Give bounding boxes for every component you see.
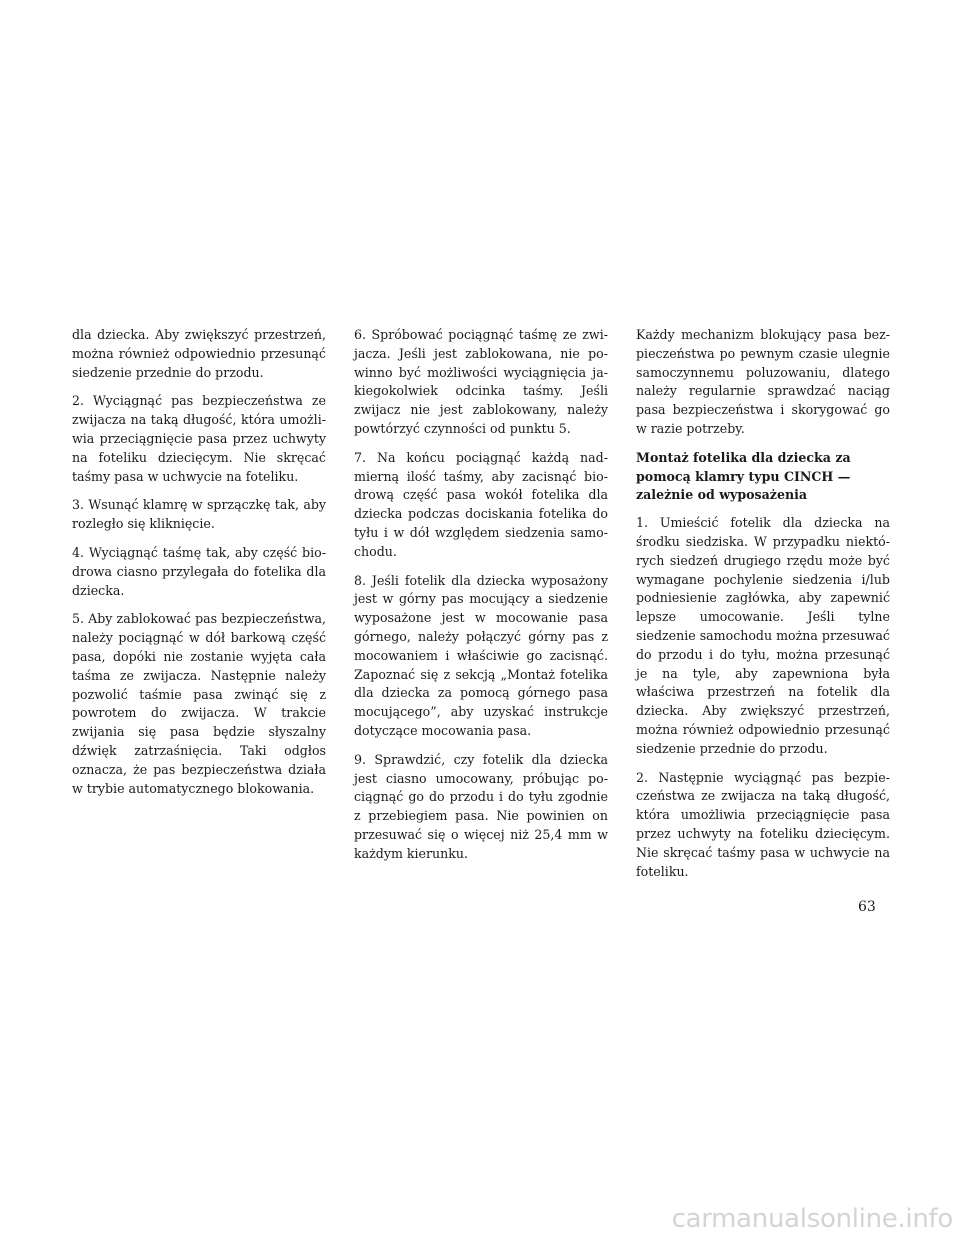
paragraph: 7. Na końcu pociągnąć każdą nadmierną ilość taśmy, aby zacisnąć biodrową część pasa wokół fotelika dla dziecka podczas dociskania fotelika do tyłu i w dół względem siedzenia samochodu. xyxy=(354,449,608,559)
text-column-middle xyxy=(354,326,608,874)
paragraph: 6. Spróbować pociągnąć taśmę ze zwijacza. Jeśli jest zablokowana, nie powinno być możliwości wyciągnięcia jakiegokolwiek odcinka taśmy. Jeśli zwijacz nie jest zablokowany, należy powtórzyć czynności od punktu 5. xyxy=(354,327,608,436)
paragraph: Każdy mechanizm blokujący pasa bezpieczeństwa po pewnym czasie ulegnie samoczynnemu poluzowaniu, dlatego należy regularnie sprawdzać naciąg pasa bezpieczeństwa i skorygować go w razie potrzeby. xyxy=(636,327,890,436)
paragraph: 9. Sprawdzić, czy fotelik dla dziecka jest ciasno umocowany, próbując pociągnąć go do przodu i do tyłu zgodnie z przebiegiem pasa. Nie powinien on przesuwać się o więcej niż 25,4 mm w każdym kierunku. xyxy=(354,751,608,861)
text-column-right xyxy=(636,326,890,891)
paragraph: 2. Następnie wyciągnąć pas bezpieczeństwa ze zwijacza na taką długość, która umożliwia przeciągnięcie pasa przez uchwyty na foteliku dziecięcym. Nie skręcać taśmy pasa w uchwycie na foteliku. xyxy=(636,769,890,879)
page-number: 63 xyxy=(858,899,876,915)
section-heading: Montaż fotelika dla dziecka za pomocą klamry typu CINCH — zależnie od wyposażenia xyxy=(636,449,851,503)
paragraph: 1. Umieścić fotelik dla dziecka na środku siedziska. W przypadku niektórych siedzeń drugiego rzędu może być wymagane pochylenie siedzenia i/lub podniesienie zagłówka, aby zapewnić lepsze umocowanie. Jeśli tylne siedzenie samochodu można przesuwać do przodu i do tyłu, można przesunąć je na tyle, aby zapewniona była właściwa przestrzeń na fotelik dla dziecka. Aby zwiększyć przestrzeń, można również odpowiednio przesunąć siedzenie przednie do przodu. xyxy=(636,515,890,756)
paragraph: 3. Wsunąć klamrę w sprzączkę tak, aby rozległo się kliknięcie. xyxy=(72,497,326,532)
watermark: carmanualsonline.info xyxy=(671,1204,953,1234)
paragraph: 5. Aby zablokować pas bezpieczeństwa, należy pociągnąć w dół barkową część pasa, dopóki nie zostanie wyjęta cała taśma ze zwijacza. Następnie należy pozwolić taśmie pasa zwinąć się z powrotem do zwijacza. W trakcie zwijania się pasa będzie słyszalny dźwięk zatrzaśnięcia. Taki odgłos oznacza, że pas bezpieczeństwa działa w trybie automatycznego blokowania. xyxy=(72,611,326,796)
paragraph: 8. Jeśli fotelik dla dziecka wyposażony jest w górny pas mocujący a siedzenie wyposażone jest w mocowanie pasa górnego, należy połączyć górny pas z mocowaniem i właściwie go zacisnąć. Zapoznać się z sekcją „Montaż fotelika dla dziecka za pomocą górnego pasa mocującego”, aby uzyskać instrukcje dotyczące mocowania pasa. xyxy=(354,572,608,738)
text-column-left xyxy=(72,326,326,808)
paragraph: dla dziecka. Aby zwiększyć przestrzeń, można również odpowiednio przesunąć siedzenie przednie do przodu. xyxy=(72,327,326,380)
paragraph: 2. Wyciągnąć pas bezpieczeństwa ze zwijacza na taką długość, która umożliwia przeciągnięcie pasa przez uchwyty na foteliku dziecięcym. Nie skręcać taśmy pasa w uchwycie na foteliku. xyxy=(72,393,326,484)
paragraph: 4. Wyciągnąć taśmę tak, aby część biodrowa ciasno przylegała do fotelika dla dziecka. xyxy=(72,544,326,598)
